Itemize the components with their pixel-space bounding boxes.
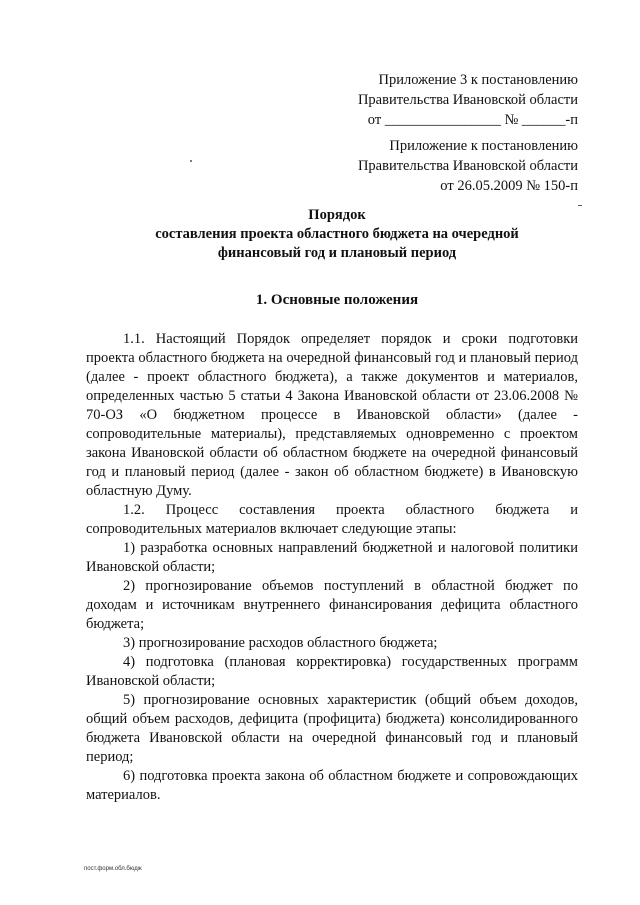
list-item: 2) прогнозирование объемов поступлений в областной бюджет по доходам и источникам внутреннего финансирования дефицита областного бюджета; (86, 578, 578, 632)
appendix-1-line-2: Правительства Ивановской области (357, 92, 578, 108)
list-item: 5) прогнозирование основных характеристик (общий объем доходов, общий объем расходов, дефицита (профицита) бюджета) консолидированного бюджета Ивановской области на очередной финансовый год и плановый период; (86, 692, 578, 765)
list-item: 3) прогнозирование расходов областного бюджета; (123, 635, 438, 651)
appendix-2-line-1: Приложение к постановлению (389, 138, 578, 154)
appendix-2-line-3: от 26.05.2009 № 150-п (440, 178, 578, 194)
title-line-2: составления проекта областного бюджета на очередной (155, 226, 519, 242)
appendix-header-1 (358, 70, 578, 130)
list-item: 4) подготовка (плановая корректировка) государственных программ Ивановской области; (86, 654, 578, 689)
file-label: пост.форм.обл.бюдж (84, 866, 142, 872)
document-title (86, 206, 588, 263)
title-line-1: Порядок (308, 207, 366, 223)
section-body (86, 330, 578, 805)
paragraph: 1.2. Процесс составления проекта областного бюджета и сопроводительных материалов включает следующие этапы: (86, 502, 578, 537)
section-heading: 1. Основные положения (255, 292, 419, 308)
appendix-header-2 (358, 136, 578, 196)
scan-speck (190, 160, 192, 162)
paragraph: 1.1. Настоящий Порядок определяет порядок и сроки подготовки проекта областного бюджета на очередной финансовый год и плановый период (далее - проект областного бюджета), а также документов и материалов, определенных частью 5 статьи 4 Закона Ивановской области от 23.06.2008 № 70-ОЗ «О бюджетном процессе в Ивановской области» (далее - сопроводительные материалы), представляемых одновременно с проектом закона Ивановской области об областном бюджете на очередной финансовый год и плановый период (далее - закон об областном бюджете) в Ивановскую областную Думу. (86, 331, 578, 499)
title-line-3: финансовый год и плановый период (217, 245, 457, 261)
appendix-1-line-3: от ________________ № ______-п (367, 112, 578, 128)
appendix-2-line-2: Правительства Ивановской области (357, 158, 578, 174)
appendix-1-line-1: Приложение 3 к постановлению (378, 72, 578, 88)
list-item: 1) разработка основных направлений бюджетной и налоговой политики Ивановской области; (86, 540, 578, 575)
list-item: 6) подготовка проекта закона об областном бюджете и сопровождающих материалов. (86, 768, 578, 803)
